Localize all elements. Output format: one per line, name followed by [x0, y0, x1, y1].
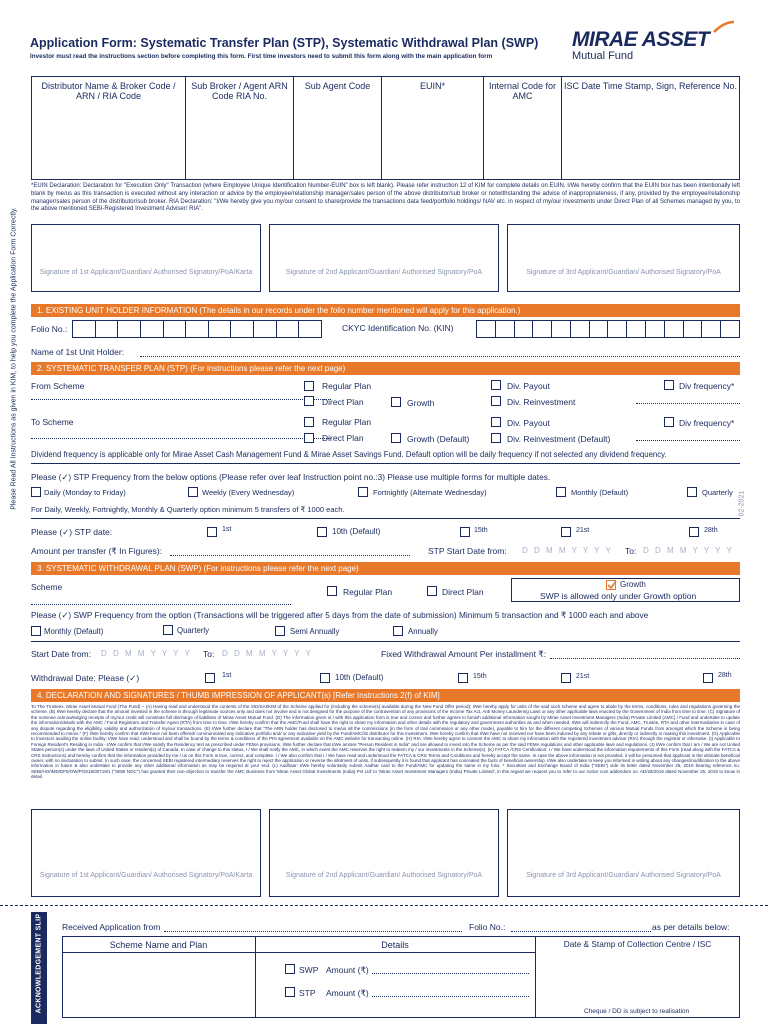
- signature-box-bottom-3[interactable]: [507, 809, 740, 897]
- declaration-text: To The Trustees, Mirae Asset Mutual Fund (The Fund) – (A) Having read and understood the contents of the SID/SAI/KIM of the Scheme applied for (including the scheme(s) available during the New Fund Offer period); I/We hereby apply for units of the said such scheme and agree to abide by the terms, conditions, rules and regulations governing the scheme. (B) I/We hereby declare that the amount invested in the scheme is through legitimate sources only and does not involve and is not designed for the purpose of the contravention of any provisions of the Income Tax Act, Anti Money Laundering Laws or any other applicable laws enacted by the Government of India from time to time. (C) Signature of the nominee acknowledging receipts of my/our credit will constitute full discharge of liabilities of Mirae Asset Mutual Fund. (D) The information given in / with this application form is true and correct and further agrees to furnish additional information sought by Mirae Asset Investment Managers (India) Private Limited (AMC) / Fund and undertake to update the information/details with the AMC / Fund Registrars and Transfer Agent (RTA) from time to time. I/We hereby confirm that the AMC/Fund shall have the right to share my information and other details with the regulatory and government authorities as and when needed. I/We will indemnify the Fund, AMC, Trustee, RTA and other intermediaries in case of any dispute regarding the eligibility, validity and authorization of my/our transactions. (E) I/We further declare that "The ARN holder has disclosed to me/us all the commissions (in the form of trail commission or any other mode), payable to him for the different competing Schemes of various Mutual Funds from amongst which the Scheme is being recommended to me/us." (F) I/We hereby confirm that I/We have not been offered/ communicated any indicative portfolio and/ or any indicative yield by the Fund/AMC/its distributor for this investment. I/We hereby confirm that I/We have not received nor have been induced by any rebate or gifts, directly or indirectly in making this investment. (G) Applicable to Investors availing the online facility: I/We have read, understood and shall be bound by the terms & conditions of the PIN agreement available on the AMC website for transacting online. (H) RIA: I/We hereby agree to consent the AMC to share my information with the registered investment advisor (RIA) through the registrar or otherwise. (I) Applicable to Foreign Resident's Residing in India - I/We confirm that I/We satisfy the Residency test as prescribed under FEMA provisions. I/We further declare that I/We am/are "Person Resident in India" and are allowed to invest into the Scheme as per the said FEMA regulations and other applicable laws and regulations. (J) I/We confirm that I am / We are not United States person(s) under the laws of United States or resident(s) of Canada. In case of change to this status, I / We shall notify the AMC, in which event the AMC reserves the right to redeem my / our investments in the Scheme(s). (K) FATCA /CRS Certification: I / We have understood the information requirements of this Form (read along with the FATCA & CRS Instructions) and hereby confirm that the information provided by me / us on this Form is true, correct, and complete. I / We also confirm that I / We have read and understood the FATCA & CRS Terms and Conditions and hereby accept the same. In case the above information is not provided, it will be presumed that applicant is the ultimate beneficial owner, with no declaration to submit. In such case, the concerned SEBI registered intermediary reserves the right to reject the application or reverse the allotment of units, if subsequently it is found that applicant has concealed the facts of beneficial ownership. I/We also undertake to keep you informed in writing about any changes/modification to the above information in future & also undertake to provide any other additional information as may be required at your end. (L) Aadhaar: I/We hereby voluntarily submit Aadhar card to the Fund/AMC for updating the same in my folio. * Securities and Exchange Board of India ("SEBI") vide its letter dated November 25, 2019 bearing reference no. SEBI/HO/IMD/DF5/OW/P/2019/30719/1 ("SEBI NOC") has granted their non-objection to transfer the AMC Business from 'Mirae Asset Global Investments (India) Pvt Ltd' to 'Mirae Asset Investment Managers (India) Private Limited', in this regard we request you to refer to our notice cum addendum no. AD/28/2019 dated November 25, 2019 to know in detail.: [31, 704, 740, 780]
- logo-swoosh-icon: [712, 20, 736, 34]
- stp-to-divreinv-label: Div. Reinvestment (Default): [507, 434, 611, 444]
- stp-date-10-checkbox[interactable]: [317, 527, 327, 537]
- ack-side-label: ACKNOWLEDGEMENT SLIP: [35, 913, 43, 1014]
- stp-divider: [31, 463, 740, 464]
- stp-from-direct-checkbox[interactable]: [304, 396, 314, 406]
- checkmark-icon: [607, 580, 617, 590]
- swp-frequency-label: Please (✓) SWP Frequency from the option (Transactions will be triggered after 5 days from the date of submission) Minimum 5 transaction and ₹ 1000 each and above: [31, 610, 649, 620]
- stp-to-direct-label: Direct Plan: [322, 433, 364, 443]
- broker-table: [31, 76, 740, 180]
- swp-date-28-checkbox[interactable]: [703, 673, 713, 683]
- swp-freq-annual-label: Annually: [408, 627, 438, 636]
- broker-col-euin[interactable]: EUIN*: [382, 77, 484, 180]
- stp-freq-monthly-label: Monthly (Default): [571, 488, 629, 497]
- swp-freq-annual-checkbox[interactable]: [393, 626, 403, 636]
- stp-to-divfreq-checkbox[interactable]: [664, 417, 674, 427]
- swp-freq-monthly-label: Monthly (Default): [44, 627, 104, 636]
- stp-start-input[interactable]: D D M M Y Y Y Y: [522, 546, 613, 555]
- stp-freq-fortnightly-checkbox[interactable]: [358, 487, 368, 497]
- stp-to-divpayout-checkbox[interactable]: [491, 417, 501, 427]
- stp-date-15-checkbox[interactable]: [460, 527, 470, 537]
- signature-bottom-label-2: Signature of 2nd Applicant/Guardian/ Authorised Signatory/PoA: [285, 872, 483, 879]
- swp-start-input[interactable]: D D M M Y Y Y Y: [101, 649, 192, 658]
- stp-freq-weekly-checkbox[interactable]: [188, 487, 198, 497]
- stp-from-growth-label: Growth: [407, 398, 435, 408]
- stp-to-regular-label: Regular Plan: [322, 417, 372, 427]
- folio-input[interactable]: [72, 320, 322, 338]
- swp-fixed-input[interactable]: [550, 658, 740, 659]
- signature-box-1[interactable]: [31, 224, 261, 292]
- ack-swp-amount-input[interactable]: [372, 973, 529, 974]
- ack-col-details: Details: [381, 940, 409, 950]
- swp-date-10-checkbox[interactable]: [320, 673, 330, 683]
- signature-box-bottom-2[interactable]: [269, 809, 499, 897]
- ack-swp-checkbox[interactable]: [285, 964, 295, 974]
- ckyc-input[interactable]: [476, 320, 740, 338]
- ack-stp-amount-input[interactable]: [372, 996, 529, 997]
- stp-to-divreinv-checkbox[interactable]: [491, 433, 501, 443]
- swp-divider: [31, 641, 740, 642]
- broker-col-subagent[interactable]: Sub Agent Code: [294, 77, 382, 180]
- ack-swp-amount-label: Amount (₹): [326, 965, 369, 975]
- stp-to-growth-label: Growth (Default): [407, 434, 470, 444]
- stp-min-note: For Daily, Weekly, Fortnightly, Monthly & Quarterly option minimum 5 transfers of ₹ 1000 each.: [31, 505, 345, 514]
- page-title: Application Form: Systematic Transfer Plan (STP), Systematic Withdrawal Plan (SWP): [30, 36, 539, 50]
- stp-to-growth-checkbox[interactable]: [391, 433, 401, 443]
- ack-cheque-note: Cheque / DD is subject to realisation: [584, 1008, 690, 1015]
- ack-folio-label: Folio No.:: [469, 922, 506, 932]
- section-4-header: 4. DECLARATION AND SIGNATURES / THUMB IMPRESSION OF APPLICANT(s) [Refer Instructions 2(f) of KIM]: [31, 689, 740, 702]
- name-label: Name of 1st Unit Holder:: [31, 347, 125, 357]
- signature-bottom-label-3: Signature of 3rd Applicant/Guardian/ Authorised Signatory/PoA: [526, 872, 721, 879]
- ack-folio-input[interactable]: [511, 931, 651, 932]
- euin-declaration: *EUIN Declaration: Declaration for "Execution Only" Transaction (where Employee Unique Identification Number-EUIN" box is left blank). Please refer instruction 12 of KIM for complete details on EUIN. I/We hereby confirm that the EUIN box has been intentionally left blank by me/us as this transaction is executed without any interaction or advice by the employee/relationship manager/sales person of the above distributor/sub broker or notwithstanding the advice of inappropriateness, if any, provided by the employee/relationship manager/sales person of the distributor/sub broker. RIA Declaration: "I/We hereby give you my/our consent to share/provide the transactions data feed/portfolio holdings/ NAV etc. in respect of my/our investments under Direct Plan of all Schemes managed by you, to the above mentioned SEBI-Registered Investment Adviser/ RIA".: [31, 183, 740, 213]
- swp-regular-label: Regular Plan: [343, 587, 393, 597]
- signature-box-bottom-1[interactable]: [31, 809, 261, 897]
- stp-to-divfreq-label: Div frequency*: [679, 418, 735, 428]
- ack-received-label: Received Application from: [62, 922, 161, 932]
- stp-date-21-checkbox[interactable]: [561, 527, 571, 537]
- stp-from-divfreq-input[interactable]: [636, 403, 740, 404]
- stp-to-label: To:: [625, 546, 637, 556]
- stp-from-divfreq-label: Div frequency*: [679, 381, 735, 391]
- stp-to-scheme-input[interactable]: [31, 438, 331, 439]
- signature-label-3: Signature of 3rd Applicant/Guardian/ Authorised Signatory/PoA: [526, 269, 721, 276]
- swp-freq-quarterly-label: Quarterly: [177, 626, 210, 635]
- stp-from-regular-label: Regular Plan: [322, 381, 372, 391]
- page-subtitle: Investor must read the instructions section before completing this form. First time investors need to submit this form along with the main application form: [30, 53, 493, 60]
- section-2-header: 2. SYSTEMATIC TRANSFER PLAN (STP) (For instructions please refer the next page): [31, 362, 740, 375]
- stp-from-divpayout-checkbox[interactable]: [491, 380, 501, 390]
- signature-box-2[interactable]: [269, 224, 499, 292]
- stp-date-15-label: 15th: [474, 527, 488, 534]
- stp-freq-weekly-label: Weekly (Every Wednesday): [202, 488, 295, 497]
- stp-from-direct-label: Direct Plan: [322, 397, 364, 407]
- stp-frequency-label: Please (✓) STP Frequency from the below options (Please refer over leaf Instruction point no.:3) Please use multiple forms for multiple dates.: [31, 472, 551, 482]
- stp-date-label: Please (✓) STP date:: [31, 527, 113, 537]
- stp-start-label: STP Start Date from:: [428, 546, 507, 556]
- ack-stp-label: STP: [299, 988, 316, 998]
- swp-freq-monthly-checkbox[interactable]: [31, 626, 41, 636]
- stp-from-divreinv-checkbox[interactable]: [491, 396, 501, 406]
- side-note: Please Read All Instructions as given in KIM, to help you complete the Application Form Correctly.: [10, 207, 18, 510]
- broker-col-distributor[interactable]: Distributor Name & Broker Code / ARN / RIA Code: [32, 77, 186, 180]
- stp-amount-input[interactable]: [170, 555, 410, 556]
- signature-label-2: Signature of 2nd Applicant/Guardian/ Authorised Signatory/PoA: [285, 269, 483, 276]
- swp-date-21-label: 21st: [576, 673, 590, 680]
- swp-to-label: To:: [203, 649, 215, 659]
- broker-col-subbroker[interactable]: Sub Broker / Agent ARN Code RIA No.: [186, 77, 294, 180]
- stp-freq-quarterly-label: Quarterly: [702, 488, 733, 497]
- section-3-header: 3. SYSTEMATIC WITHDRAWAL PLAN (SWP) (For instructions please refer the next page): [31, 562, 740, 575]
- ack-stp-amount-label: Amount (₹): [326, 988, 369, 998]
- swp-date-21-checkbox[interactable]: [561, 673, 571, 683]
- stp-from-divreinv-label: Div. Reinvestment: [507, 397, 576, 407]
- ack-received-input[interactable]: [164, 931, 462, 932]
- swp-direct-label: Direct Plan: [442, 587, 484, 597]
- swp-growth-label: Growth: [620, 580, 646, 589]
- stp-from-regular-checkbox[interactable]: [304, 381, 314, 391]
- swp-date-28-label: 28th: [718, 672, 732, 679]
- stp-freq-quarterly-checkbox[interactable]: [687, 487, 697, 497]
- section-1-header: 1. EXISTING UNIT HOLDER INFORMATION (The details in our records under the folio number mentioned will apply for this application.): [31, 304, 740, 317]
- stp-date-28-label: 28th: [704, 527, 718, 534]
- swp-growth-checkbox[interactable]: [606, 580, 616, 590]
- stp-freq-monthly-checkbox[interactable]: [556, 487, 566, 497]
- swp-freq-quarterly-checkbox[interactable]: [163, 625, 173, 635]
- broker-col-internal[interactable]: Internal Code for AMC: [484, 77, 562, 180]
- stp-date-1-checkbox[interactable]: [207, 527, 217, 537]
- swp-date-1-checkbox[interactable]: [205, 673, 215, 683]
- swp-growth-note: SWP is allowed only under Growth option: [540, 591, 697, 601]
- stp-date-10-label: 10th (Default): [332, 527, 381, 536]
- swp-freq-semiannual-checkbox[interactable]: [275, 626, 285, 636]
- stp-from-divfreq-checkbox[interactable]: [664, 380, 674, 390]
- swp-date-1-label: 1st: [222, 672, 232, 679]
- stp-divider-2: [31, 518, 740, 519]
- stp-to-scheme-label: To Scheme: [31, 417, 74, 427]
- stp-amount-label: Amount per transfer (₹ In Figures):: [31, 546, 163, 556]
- stp-to-divfreq-input[interactable]: [636, 440, 740, 441]
- ckyc-label: CKYC Identification No. (KIN): [342, 323, 454, 333]
- stp-from-scheme-label: From Scheme: [31, 381, 85, 391]
- swp-end-input[interactable]: D D M M Y Y Y Y: [222, 649, 313, 658]
- ack-as-per-label: as per details below:: [652, 922, 730, 932]
- logo: [572, 28, 742, 62]
- swp-direct-checkbox[interactable]: [427, 586, 437, 596]
- stp-from-growth-checkbox[interactable]: [391, 397, 401, 407]
- stp-freq-fortnightly-label: Fortnightly (Alternate Wednesday): [373, 488, 487, 497]
- swp-date-15-label: 15th: [473, 673, 487, 680]
- stp-freq-daily-checkbox[interactable]: [31, 487, 41, 497]
- ack-stp-checkbox[interactable]: [285, 987, 295, 997]
- signature-box-3[interactable]: [507, 224, 740, 292]
- ack-swp-label: SWP: [299, 965, 319, 975]
- swp-fixed-label: Fixed Withdrawal Amount Per installment ₹:: [381, 649, 547, 659]
- ack-col-stamp: Date & Stamp of Collection Centre / ISC: [563, 939, 712, 949]
- cut-line: [0, 905, 768, 906]
- form-code: 02-2021: [738, 490, 746, 517]
- stp-dividend-note: Dividend frequency is applicable only for Mirae Asset Cash Management Fund & Mirae Asset Savings Fund. Default option will be daily frequency if not selected any dividend frequency.: [31, 450, 667, 459]
- folio-label: Folio No.:: [31, 324, 68, 334]
- swp-date-10-label: 10th (Default): [335, 673, 384, 682]
- stp-to-divpayout-label: Div. Payout: [507, 418, 550, 428]
- stp-freq-daily-label: Daily (Monday to Friday): [44, 488, 126, 497]
- swp-scheme-label: Scheme: [31, 582, 63, 592]
- stp-end-input[interactable]: D D M M Y Y Y Y: [643, 546, 734, 555]
- stp-date-21-label: 21st: [576, 527, 590, 534]
- stp-date-1-label: 1st: [222, 526, 232, 533]
- broker-col-isc[interactable]: ISC Date Time Stamp, Sign, Reference No.: [562, 77, 740, 180]
- stp-to-direct-checkbox[interactable]: [304, 433, 314, 443]
- swp-date-15-checkbox[interactable]: [458, 673, 468, 683]
- stp-to-regular-checkbox[interactable]: [304, 417, 314, 427]
- swp-wd-date-label: Withdrawal Date: Please (✓): [31, 673, 140, 683]
- name-input[interactable]: [140, 356, 740, 357]
- stp-from-divpayout-label: Div. Payout: [507, 381, 550, 391]
- stp-from-scheme-input[interactable]: [31, 399, 331, 400]
- stp-date-28-checkbox[interactable]: [689, 527, 699, 537]
- ack-col-scheme: Scheme Name and Plan: [109, 940, 208, 950]
- logo-main: MIRAE ASSET: [572, 28, 710, 51]
- swp-scheme-input[interactable]: [31, 604, 291, 605]
- swp-start-label: Start Date from:: [31, 649, 91, 659]
- logo-sub: Mutual Fund: [572, 50, 634, 62]
- signature-bottom-label-1: Signature of 1st Applicant/Guardian/ Authorised Signatory/PoA/Karta: [39, 872, 253, 879]
- swp-freq-semiannual-label: Semi Annually: [290, 627, 340, 636]
- swp-regular-checkbox[interactable]: [327, 586, 337, 596]
- ack-table-header-line: [62, 952, 535, 953]
- signature-label-1: Signature of 1st Applicant/Guardian/ Authorised Signatory/PoA/Karta: [39, 269, 253, 276]
